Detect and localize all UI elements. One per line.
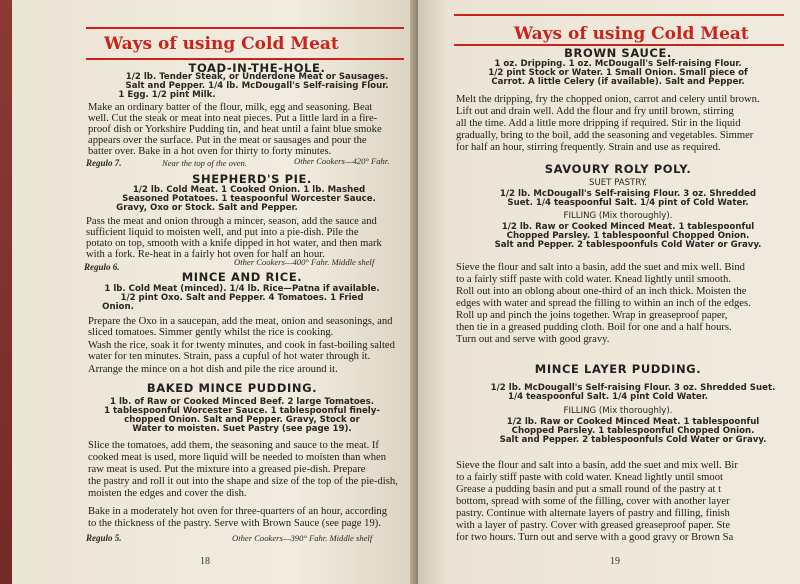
method-line: Turn out and serve with good gravy. — [456, 334, 610, 345]
ingredient-line: 1 lb. of Raw or Cooked Minced Beef. 2 large Tomatoes. — [110, 397, 374, 407]
method-line: Sieve the flour and salt into a basin, add the suet and mix well. Bind — [456, 262, 745, 273]
oven-note: Near the top of the oven. — [162, 158, 247, 168]
method-line: bottom, spread with some of the filling, cover with another layer — [456, 496, 730, 507]
method-line: then tie in a greased pudding cloth. Boil for one and a half hours. — [456, 322, 732, 333]
other-cookers-note: Other Cookers—420° Fahr. — [294, 156, 390, 166]
ingredient-line: 1/2 lb. McDougall's Self-raising Flour. 3 oz. Shredded — [499, 189, 757, 199]
method-line: Roll out into an oblong about one-third of an inch thick. Moisten the — [456, 286, 747, 297]
method-line: water for ten minutes. Strain, pass a cupful of hot water through it. — [88, 351, 371, 362]
recipe-title-brown-sauce: BROWN SAUCE. — [564, 46, 672, 60]
method-line: appears over the surface. Put in the meat or sausages and pour the — [88, 135, 367, 146]
filling-label: FILLING (Mix thoroughly). — [563, 211, 673, 221]
method-line: to the thickness of the pastry. Serve with Brown Sauce (see page 19). — [88, 518, 381, 529]
page-number-left: 18 — [200, 556, 210, 567]
method-line: moisten the edges and cover the dish. — [88, 488, 247, 499]
ingredient-line: Salt and Pepper. 2 tablespoonfuls Cold Water or Gravy. — [494, 240, 762, 250]
ingredient-line: Gravy, Oxo or Stock. Salt and Pepper. — [116, 203, 298, 213]
method-line: Lift out and drain well. Add the flour and fry until brown, stirring — [456, 106, 734, 117]
method-line: for two hours. Turn out and serve with a good gravy or Brown Sa — [456, 532, 734, 543]
page-banner-right: Ways of using Cold Meat — [514, 24, 749, 44]
ingredient-line: Chopped Parsley. 1 tablespoonful Chopped Onion. — [511, 426, 755, 436]
ingredient-line: 1/2 lb. McDougall's Self-raising Flour. 3 oz. Shredded Suet. — [490, 383, 776, 393]
method-line: Arrange the mince on a hot dish and pile the rice around it. — [88, 364, 338, 375]
ingredient-line: 1 Egg. 1/2 pint Milk. — [118, 90, 216, 100]
method-line: Prepare the Oxo in a saucepan, add the meat, onion and seasonings, and — [88, 316, 393, 327]
method-line: cooked meat is used, more liquid will be needed to moisten than when — [88, 452, 387, 463]
ingredient-line: 1/2 lb. Raw or Cooked Minced Meat. 1 tablespoonful — [506, 417, 760, 427]
ingredient-line: chopped Onion. Salt and Pepper. Gravy, Stock or — [124, 415, 360, 425]
method-line: Wash the rice, soak it for twenty minutes, and cook in fast-boiling salted — [88, 340, 395, 351]
method-line: raw meat is used. Put the mixture into a greased pie-dish. Prepare — [88, 464, 366, 475]
ingredient-line: 1 oz. Dripping. 1 oz. McDougall's Self-raising Flour. — [494, 59, 742, 69]
recipe-title-shepherds-pie: SHEPHERD'S PIE. — [192, 172, 312, 186]
ingredient-line: Salt and Pepper. 1/4 lb. McDougall's Self-raising Flour. — [125, 81, 389, 91]
method-line: Grease a pudding basin and put a small round of the pastry at t — [456, 484, 722, 495]
method-line: Sieve the flour and salt into a basin, add the suet and mix well. Bir — [456, 460, 738, 471]
ingredient-line: 1/4 teaspoonful Salt. 1/4 pint Cold Water. — [507, 392, 708, 402]
ingredient-line: 1/2 lb. Tender Steak, or Underdone Meat or Sausages. — [125, 72, 389, 82]
method-line: with a fork. Re-heat in a fairly hot oven for half an hour. — [86, 249, 325, 260]
recipe-title-baked-mince-pudding: BAKED MINCE PUDDING. — [146, 381, 318, 395]
ingredient-line: Carrot. A little Celery (if available). Salt and Pepper. — [491, 77, 745, 87]
method-line: edges with water and spread the filling to within an inch of the edges. — [456, 298, 751, 309]
ingredient-line: 1 tablespoonful Worcester Sauce. 1 tablespoonful finely- — [104, 406, 380, 416]
method-line: Pass the meat and onion through a mincer, season, add the sauce and — [86, 216, 377, 227]
method-line: well. Cut the steak or meat into neat pieces. Put a little lard in a fire- — [88, 113, 378, 124]
method-line: Melt the dripping, fry the chopped onion, carrot and celery until brown. — [456, 94, 760, 105]
other-cookers-note: Other Cookers—390° Fahr. Middle shelf — [232, 533, 373, 543]
left-page — [12, 0, 416, 584]
method-line: with a layer of pastry. Cover with greased greaseproof paper. Ste — [456, 520, 731, 531]
method-line: the pastry and roll it out into the shape and size of the top of the pie-dish, — [88, 476, 398, 487]
ingredient-line: Chopped Parsley. 1 tablespoonful Chopped Onion. — [506, 231, 750, 241]
method-line: sufficient liquid to moisten well, and put into a pie-dish. Pile the — [86, 227, 359, 238]
ingredient-line: 1/2 pint Oxo. Salt and Pepper. 4 Tomatoes. 1 Fried — [120, 293, 364, 303]
ingredient-line: Suet. 1/4 teaspoonful Salt. 1/4 pint of Cold Water. — [507, 198, 749, 208]
page-number-right: 19 — [610, 556, 620, 567]
right-page — [418, 0, 800, 584]
method-line: to a fairly stiff paste with cold water. Knead lightly until smooth. — [456, 274, 731, 285]
ingredient-line: 1/2 pint Stock or Water. 1 Small Onion. Small piece of — [488, 68, 748, 78]
ingredient-line: Seasoned Potatoes. 1 teaspoonful Worcester Sauce. — [122, 194, 376, 204]
recipe-title-mince-and-rice: MINCE AND RICE. — [181, 270, 303, 284]
banner-rule-top — [86, 27, 404, 29]
regulo-mark: Regulo 7. — [86, 158, 122, 168]
method-line: sliced tomatoes. Simmer gently whilst the rice is cooking. — [88, 327, 334, 338]
method-line: gradually, bring to the boil, add the seasoning and vegetables. Simmer — [456, 130, 754, 141]
method-line: Bake in a moderately hot oven for three-quarters of an hour, according — [88, 506, 388, 517]
method-line: all the time. Add a little more dripping if required. Stir in the liquid — [456, 118, 741, 129]
method-line: batter over. Bake in a hot oven for thirty to forty minutes. — [88, 146, 332, 157]
regulo-mark: Regulo 6. — [84, 262, 120, 272]
ingredient-line: 1/2 lb. Cold Meat. 1 Cooked Onion. 1 lb. Mashed — [132, 185, 366, 195]
ingredient-line: Onion. — [102, 302, 134, 312]
method-line: proof dish or Yorkshire Pudding tin, and heat until a faint blue smoke — [88, 124, 382, 135]
method-line: Roll up and pinch the joins together. Wrap in greaseproof paper, — [456, 310, 728, 321]
other-cookers-note: Other Cookers—400° Fahr. Middle shelf — [234, 257, 375, 267]
method-line: pastry. Continue with alternate layers of pastry and filling, finish — [456, 508, 730, 519]
method-line: for half an hour, stirring frequently. Strain and use as required. — [456, 142, 721, 153]
method-line: Make an ordinary batter of the flour, milk, egg and seasoning. Beat — [88, 102, 373, 113]
method-line: potato on top, smooth with a knife dipped in hot water, and then mark — [86, 238, 382, 249]
regulo-mark: Regulo 5. — [86, 533, 122, 543]
suet-pastry-label: SUET PASTRY. — [588, 178, 648, 188]
recipe-title-savoury-roly-poly: SAVOURY ROLY POLY. — [544, 162, 692, 176]
banner-rule-bottom — [86, 58, 404, 60]
page-banner-left: Ways of using Cold Meat — [104, 34, 339, 54]
ingredient-line: 1 lb. Cold Meat (minced). 1/4 lb. Rice—Patna if available. — [104, 284, 380, 294]
ingredient-line: 1/2 lb. Raw or Cooked Minced Meat. 1 tablespoonful — [501, 222, 755, 232]
method-line: to a fairly stiff paste with cold water. Knead lightly until smoot — [456, 472, 723, 483]
method-line: Slice the tomatoes, add them, the seasoning and sauce to the meat. If — [88, 440, 379, 451]
banner-rule-top — [454, 14, 784, 16]
recipe-title-mince-layer-pudding: MINCE LAYER PUDDING. — [534, 362, 702, 376]
ingredient-line: Water to moisten. Suet Pastry (see page 19). — [132, 424, 352, 434]
ingredient-line: Salt and Pepper. 2 tablespoonfuls Cold Water or Gravy. — [499, 435, 767, 445]
filling-label: FILLING (Mix thoroughly). — [563, 406, 673, 416]
recipe-title-toad: TOAD-IN-THE-HOLE. — [188, 61, 326, 75]
